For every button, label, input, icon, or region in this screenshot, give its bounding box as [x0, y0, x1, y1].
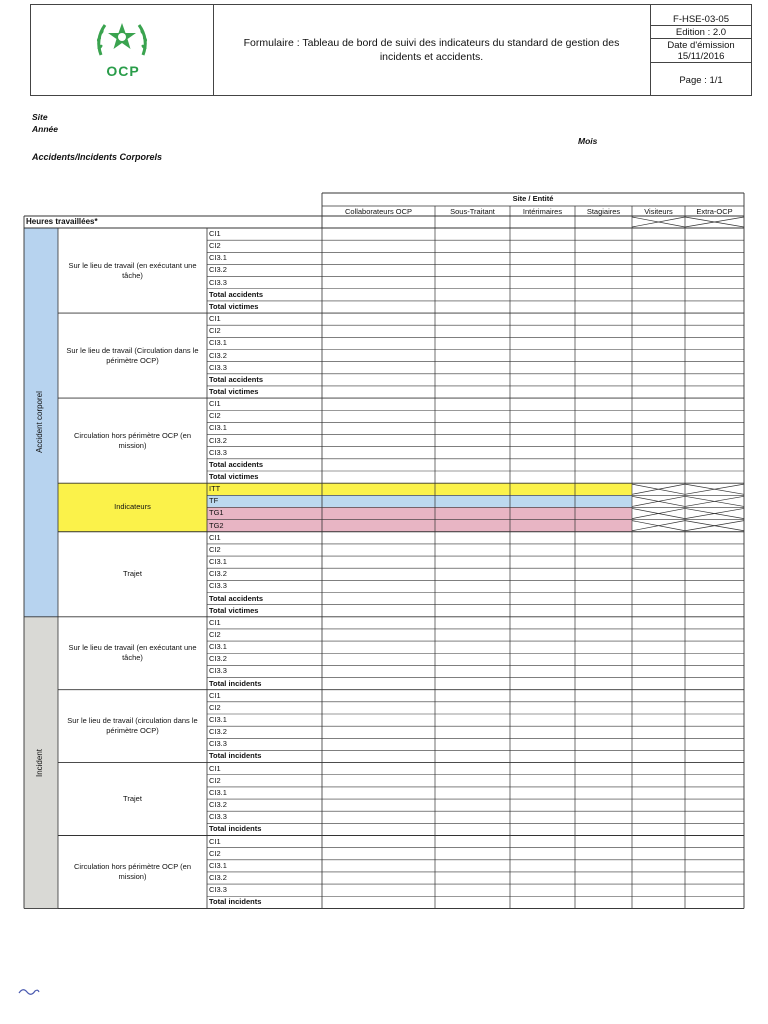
row-label: Total victimes [209, 386, 259, 396]
cross-out-line [685, 508, 744, 518]
section-label: Sur le lieu de travail (circulation dans le périmètre OCP) [67, 716, 198, 736]
scribble-mark-icon [18, 986, 40, 996]
row-label: CI1 [209, 229, 221, 238]
mois-label: Mois [578, 136, 598, 146]
indicator-row-band [207, 507, 632, 519]
indicator-row-band [207, 495, 632, 507]
cross-out-line [632, 484, 685, 494]
section-label: Sur le lieu de travail (en exécutant une tâche) [68, 643, 197, 663]
row-label: CI3.3 [209, 666, 227, 676]
row-label: CI3.2 [209, 265, 227, 275]
row-label: CI3.2 [209, 350, 227, 360]
row-label: CI3.2 [209, 727, 227, 737]
cross-out-line [632, 484, 685, 494]
emission-date: 15/11/2016 [651, 51, 751, 63]
row-label: Total incidents [209, 678, 262, 688]
row-label: Total accidents [209, 593, 264, 603]
row-label: CI3.3 [209, 447, 227, 457]
cross-out-line [685, 508, 744, 518]
row-label: Total victimes [209, 301, 259, 311]
row-label: CI3.1 [209, 642, 227, 652]
row-label: CI1 [209, 399, 221, 409]
section-label: Trajet [123, 794, 142, 804]
hours-worked-label: Heures travaillées* [26, 217, 98, 226]
row-label: TG2 [209, 520, 224, 530]
logo-text: OCP [106, 63, 140, 79]
row-label: CI3.1 [209, 715, 227, 724]
row-label: CI2 [209, 544, 221, 554]
cross-out-line [632, 521, 685, 531]
row-label: CI2 [209, 848, 221, 858]
section-title: Accidents/Incidents Corporels [32, 152, 163, 162]
row-label: CI2 [209, 629, 221, 639]
row-label: CI3.3 [209, 277, 227, 287]
row-label: CI3.2 [209, 872, 227, 882]
row-label: CI3.3 [209, 812, 227, 822]
site-entity-header: Site / Entité [512, 194, 554, 203]
row-label: CI2 [209, 775, 221, 785]
cross-out-line [685, 496, 744, 506]
row-label: CI3.2 [209, 569, 227, 579]
incident-group-label: Incident [35, 748, 44, 777]
row-label: Total incidents [209, 897, 262, 907]
cross-out-line [632, 217, 685, 227]
cross-out-line [685, 521, 744, 531]
row-label: CI2 [209, 411, 221, 421]
row-label: CI3.2 [209, 654, 227, 664]
cross-out-line [685, 217, 744, 227]
row-label: Total incidents [209, 824, 262, 834]
cross-out-line [632, 496, 685, 506]
row-label: Total accidents [209, 459, 264, 469]
row-label: CI3.1 [209, 338, 227, 348]
page-number: Page : 1/1 [679, 75, 723, 86]
cross-out-line [685, 217, 744, 227]
row-label: CI3.2 [209, 800, 227, 810]
row-label: CI3.1 [209, 557, 227, 567]
accident-group-label: Accident corporel [35, 391, 44, 454]
section-label: Trajet [123, 569, 142, 579]
row-label: CI3.3 [209, 885, 227, 895]
column-header: Visiteurs [644, 207, 673, 216]
site-label: Site [32, 112, 48, 122]
column-header: Collaborateurs OCP [344, 207, 413, 216]
row-label: Total accidents [209, 289, 264, 299]
row-label: CI3.1 [209, 787, 227, 797]
row-label: CI3.3 [209, 581, 227, 591]
cross-out-line [632, 496, 685, 506]
section-label: Sur le lieu de travail (Circulation dans le périmètre OCP) [66, 345, 199, 365]
cross-out-line [685, 484, 744, 494]
indicator-row-band [207, 520, 632, 532]
column-header: Extra-OCP [696, 207, 733, 216]
row-label: CI2 [209, 241, 221, 251]
section-label: Circulation hors périmètre OCP (en mission) [74, 861, 191, 881]
row-label: TG1 [209, 508, 224, 518]
form-edition: Edition : 2.0 [651, 27, 751, 39]
row-label: Total victimes [209, 472, 259, 481]
cross-out-line [632, 521, 685, 531]
row-label: CI1 [209, 314, 221, 324]
section-label: Sur le lieu de travail (en exécutant une tâche) [68, 260, 197, 280]
column-header: Stagiaires [586, 207, 621, 216]
indicator-row-band [207, 483, 632, 495]
row-label: CI2 [209, 326, 221, 336]
annee-label: Année [32, 124, 58, 134]
row-label: CI3.1 [209, 860, 227, 870]
cross-out-line [632, 508, 685, 518]
cross-out-line [685, 484, 744, 494]
row-label: CI1 [209, 690, 221, 700]
date-label: Date d'émission [667, 40, 735, 51]
cross-out-line [685, 496, 744, 506]
row-label: Total victimes [209, 605, 259, 615]
row-label: CI3.3 [209, 739, 227, 749]
column-header: Sous-Traitant [450, 207, 495, 216]
row-label: CI3.1 [209, 423, 227, 433]
row-label: CI1 [209, 763, 221, 773]
row-label: CI1 [209, 836, 221, 846]
cross-out-line [685, 521, 744, 531]
cross-out-line [632, 508, 685, 518]
row-label: Total incidents [209, 751, 262, 761]
form-code: F-HSE-03-05 [651, 14, 751, 26]
row-label: CI1 [209, 532, 221, 542]
row-label: ITT [209, 484, 221, 494]
row-label: CI2 [209, 702, 221, 712]
row-label: TF [209, 496, 219, 506]
row-label: CI1 [209, 617, 221, 627]
row-label: Total accidents [209, 374, 264, 384]
form-title: Formulaire : Tableau de bord de suivi des indicateurs du standard de gestion des incidents et accidents. [213, 5, 651, 95]
section-label: Circulation hors périmètre OCP (en mission) [74, 430, 191, 450]
column-header: Intérimaires [522, 207, 563, 216]
cross-out-line [632, 217, 685, 227]
row-label: CI3.2 [209, 435, 227, 445]
row-label: CI3.3 [209, 362, 227, 372]
row-label: CI3.1 [209, 253, 227, 263]
section-label: Indicateurs [114, 502, 151, 512]
